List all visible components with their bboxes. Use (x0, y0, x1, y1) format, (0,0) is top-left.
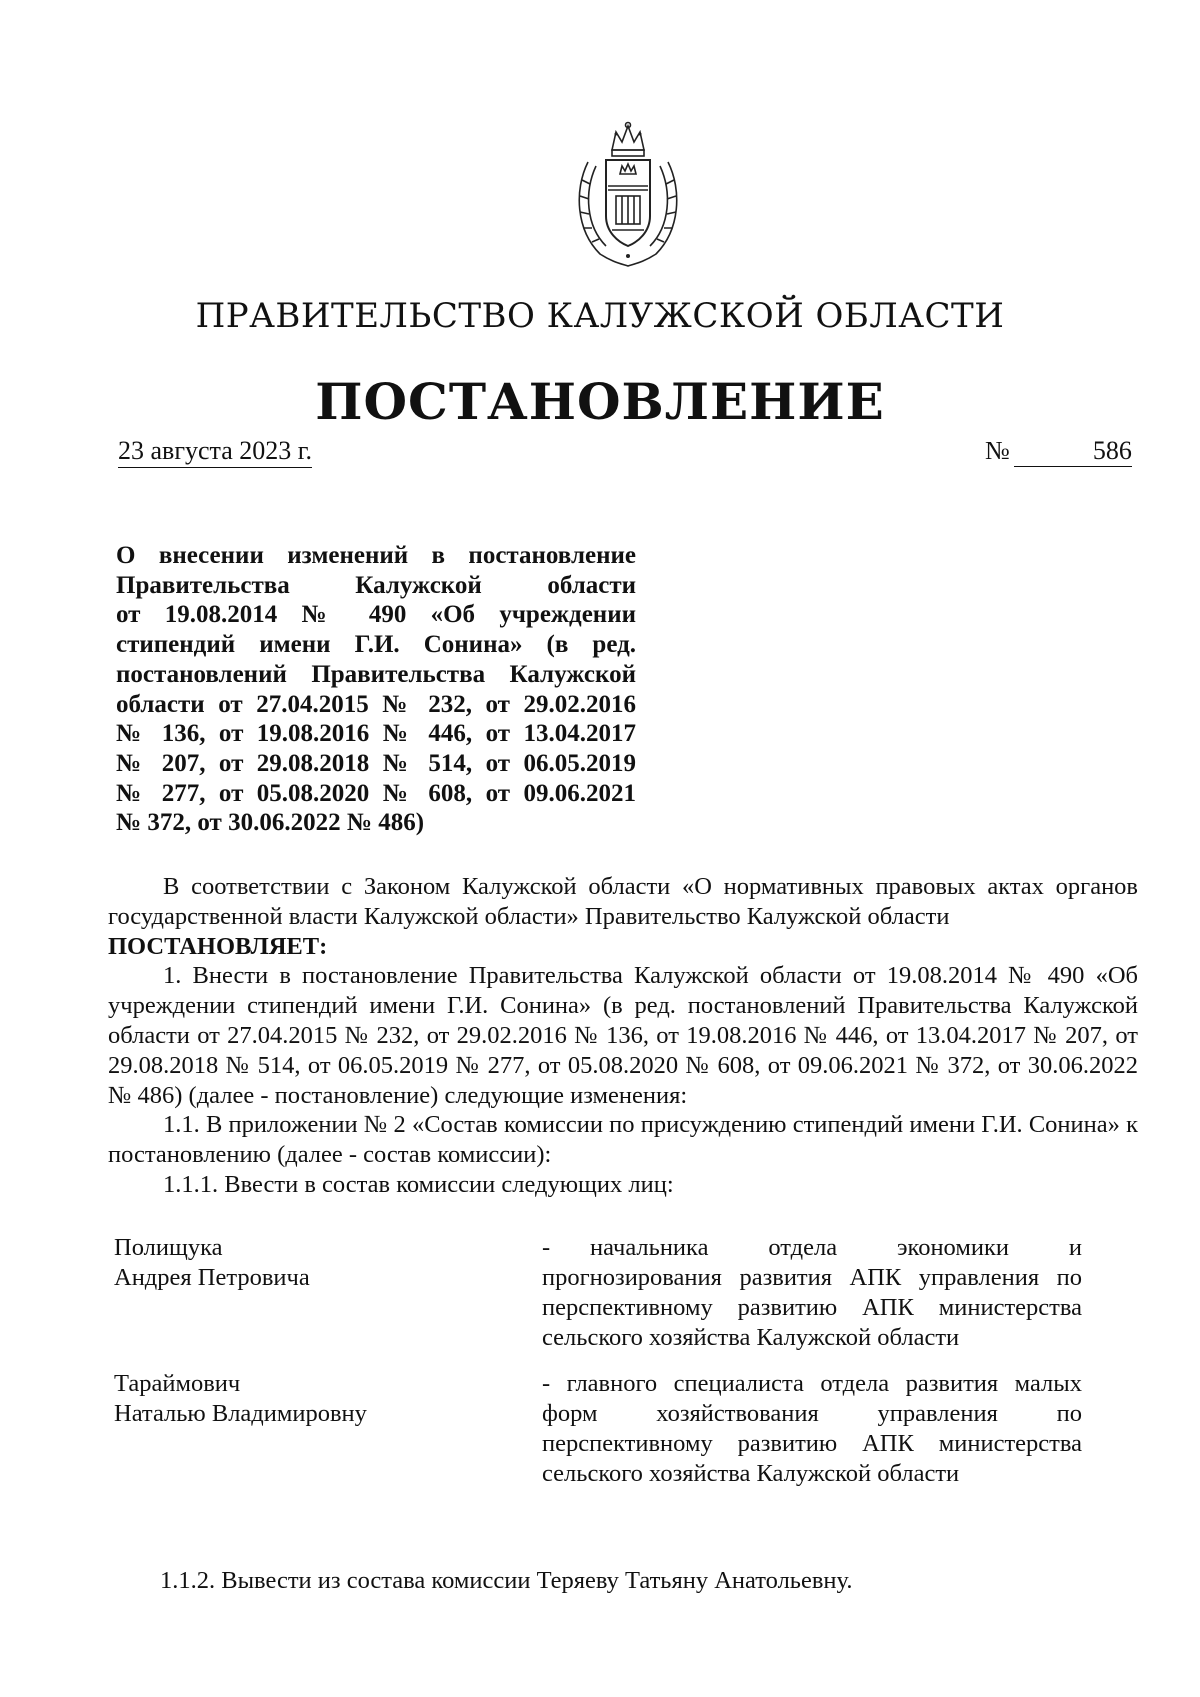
heading-line: О внесении изменений в постановление (116, 542, 636, 569)
resolution-heading (116, 541, 636, 838)
heading-line: № 277, от 05.08.2020 № 608, от 09.06.2021 (116, 779, 636, 807)
heading-line: области от 27.04.2015 № 232, от 29.02.2016 (116, 690, 636, 718)
item-1-1-paragraph: 1.1. В приложении № 2 «Состав комиссии по присуждению стипендий имени Г.И. Сонина» к постановлению (далее - состав комиссии): (108, 1111, 1138, 1169)
organization-title: ПРАВИТЕЛЬСТВО КАЛУЖСКОЙ ОБЛАСТИ (195, 296, 1005, 336)
member-name (114, 1369, 474, 1429)
item-1-1-1-paragraph: 1.1.1. Ввести в состав комиссии следующих лиц: (163, 1170, 674, 1198)
document-number-line (985, 436, 1132, 467)
heading-line: стипендий имени Г.И. Сонина» (в ред. (116, 631, 636, 659)
commission-members-list (114, 1233, 1114, 1505)
heading-line: постановлений Правительства Калужской (116, 660, 636, 688)
member-given-names: Андрея Петровича (114, 1264, 310, 1291)
list-item (114, 1369, 1114, 1505)
heading-line: Правительства Калужской области (116, 571, 636, 599)
resolves-word: ПОСТАНОВЛЯЕТ: (108, 932, 328, 960)
heading-line: № 136, от 19.08.2016 № 446, от 13.04.2017 (116, 720, 636, 748)
member-given-names: Наталью Владимировну (114, 1400, 367, 1427)
document-number: 586 (1014, 436, 1132, 467)
kaluga-coat-of-arms-icon (566, 120, 690, 268)
preamble-paragraph: В соответствии с Законом Калужской области «О нормативных правовых актах органов государственной власти Калужской области» Правительство Калужской области (108, 873, 1138, 930)
dash: - (542, 1234, 551, 1261)
item-1-paragraph: 1. Внести в постановление Правительства Калужской области от 19.08.2014 № 490 «Об учреждении стипендий имени Г.И. Сонина» (в ред. постановлений Правительства Калужской области от 27.04.2015 № 232, от 29.02.2016 № 136, от 19.08.2016 № 446, от 13.04.2017 № 207, от 29.08.2018 № 514, от 06.05.2019 № 277, от 05.08.2020 № 608, от 09.06.2021 № 372, от 30.06.2022 № 486) (далее - постановление) следующие изменения: (108, 962, 1138, 1109)
member-position-text: главного специалиста отдела развития малых форм хозяйствования управления по перспективному развитию АПК министерства сельского хозяйства Калужской области (542, 1370, 1082, 1487)
heading-line: № 207, от 29.08.2018 № 514, от 06.05.2019 (116, 749, 636, 777)
list-item (114, 1233, 1114, 1369)
resolution-body (108, 872, 1138, 1200)
document-type-title: ПОСТАНОВЛЕНИЕ (315, 372, 885, 431)
member-position-text: начальника отдела экономики и прогнозирования развития АПК управления по перспективному развитию АПК министерства сельского хозяйства Калужской области (542, 1234, 1082, 1351)
document-date: 23 августа 2023 г. (118, 436, 312, 468)
heading-line: № 372, от 30.06.2022 № 486) (116, 809, 425, 837)
member-position (542, 1369, 1082, 1489)
item-1-1-2-paragraph: 1.1.2. Вывести из состава комиссии Теряеву Татьяну Анатольевну. (160, 1567, 853, 1594)
heading-line: от 19.08.2014 № 490 «Об учреждении (116, 601, 636, 629)
member-surname: Тараймович (114, 1370, 241, 1397)
member-name (114, 1233, 474, 1293)
number-label: № (985, 436, 1010, 465)
dash: - (542, 1370, 551, 1397)
member-position (542, 1233, 1082, 1353)
member-surname: Полищука (114, 1234, 223, 1261)
